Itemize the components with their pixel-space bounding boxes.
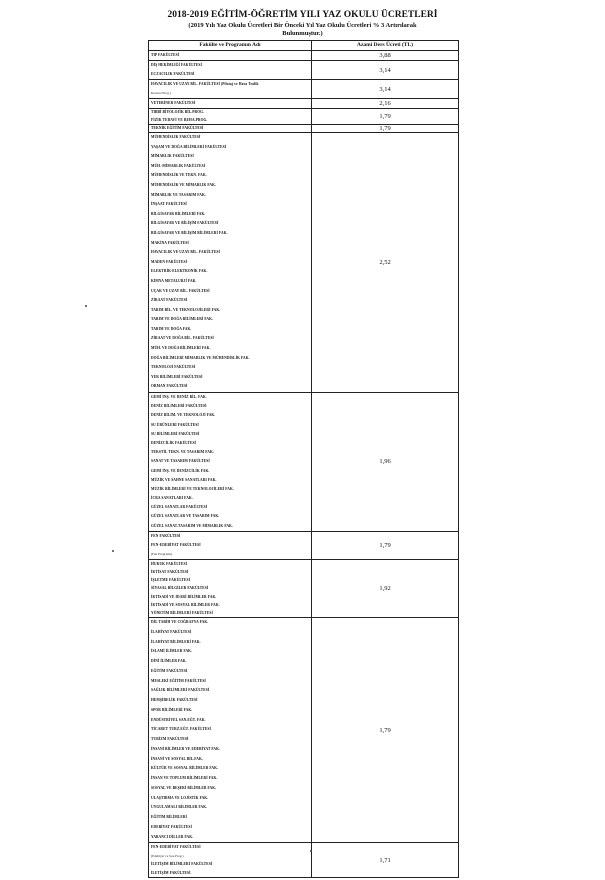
faculty-name: TARIM BİL. VE TEKNOLOJİLERİ FAK. [151,307,221,312]
faculty-name: İNSANİ BİLİMLER VE EDEBİYAT FAK. [151,746,221,751]
faculty-name: MAKİNA FAKÜLTESİ [151,240,189,245]
page-title: 2018-2019 EĞİTİM-ÖĞRETİM YILI YAZ OKULU ÜCRETLERİ [167,10,438,20]
faculty-cell [149,618,312,843]
faculty-name: GEMİ İNŞ. VE DENİZCİLİK FAK. [151,468,210,473]
faculty-name: HEMŞİRELİK FAKÜLTESİ [151,698,198,703]
fee-cell: 1,79 [312,618,459,843]
column-header-faculty: Fakülte ve Programın Adı [149,41,312,51]
faculty-cell [149,109,312,125]
faculty-name: ECZACILIK FAKÜLTESİ [151,72,195,76]
faculty-name: UÇAK VE UZAY BİL. FAKÜLTESİ [151,288,210,293]
faculty-name: GÜZEL SANATLAR FAKÜLTESİ [151,505,208,510]
faculty-name: İKTİSADİ VE SOSYAL BİLİMLER FAK. [151,602,220,607]
fee-cell: 1,79 [312,109,459,125]
fee-cell: 1,79 [312,125,459,133]
faculty-name: YÖNETİM BİLİMLERİ FAKÜLTESİ [151,610,214,615]
faculty-name: İNSANİ VE SOSYAL BİL.FAK. [151,756,203,761]
fee-cell: 2,52 [312,133,459,393]
faculty-name: İSLAMİ İLİMLER FAK. [151,649,193,654]
faculty-name: (Fen Programı) [151,551,172,556]
table-row [149,843,459,878]
table-header-row [149,41,459,51]
faculty-cell [149,99,312,109]
faculty-cell [149,531,312,559]
faculty-name: UYGULAMALI BİLİMLER FAK. [151,805,208,810]
faculty-name: FEN-EDEBİYAT FAKÜLTESİ [151,845,201,850]
subtitle-line-1: (2019 Yılı Yaz Okulu Ücretleri Bir Önceki Yıl Yaz Okulu Ücretleri % 3 Artırılarak [188,22,417,29]
faculty-name: GEMİ İNŞ. VE DENİZ BİL. FAK. [151,395,207,400]
faculty-name: SANAT VE TASARIM FAKÜLTESİ [151,459,210,464]
fee-cell: 1,92 [312,559,459,617]
faculty-name: TIBBİ BİYOLOJİK BİL.PROG. [151,110,205,114]
faculty-cell [149,393,312,532]
column-header-fee: Azami Ders Ücreti (TL) [312,41,459,51]
faculty-name: VETERİNER FAKÜLTESİ [151,101,196,105]
faculty-name: TEKSTİL TEKN. VE TASARIM FAK. [151,450,214,455]
faculty-name: MÜH.-MİMARLIK FAKÜLTESİ [151,163,206,168]
faculty-name: ULAŞTIRMA VE LOJİSTİK FAK. [151,795,209,800]
faculty-name: SİYASAL BİLGİLER FAKÜLTESİ [151,586,209,591]
faculty-name: EĞİTİM BİLİMLERİ [151,815,188,820]
table-row [149,618,459,843]
faculty-name: ENDÜSTRİYEL SAN.EĞT. FAK. [151,717,206,722]
faculty-name: TARIM VE DOĞA FAK. [151,326,192,331]
faculty-name: DOĞA BİLİMLERİ MİMARLIK VE MÜHENDİSLİK FAK. [151,355,250,360]
faculty-name: EDEBİYAT FAKÜLTESİ [151,824,192,829]
faculty-name: GÜZEL SANATLAR VE TASARIM FAK. [151,514,220,519]
faculty-name: HUKUK FAKÜLTESİ [151,561,188,566]
faculty-cell [149,843,312,878]
faculty-name: ZİRAAT VE DOĞA BİL. FAKÜLTESİ [151,336,214,341]
table-row [149,133,459,393]
faculty-cell [149,133,312,393]
faculty-cell [149,125,312,133]
scan-speck [310,850,312,852]
faculty-name: FEN FAKÜLTESİ [151,533,181,538]
faculty-name: TARIM VE DOĞA BİLİMLERİ FAK. [151,317,214,322]
faculty-name: TURİZM FAKÜLTESİ [151,737,189,742]
faculty-name: İKTİSAT FAKÜLTESİ [151,570,189,575]
fee-cell: 2,16 [312,99,459,109]
faculty-name: FEN-EDEBİYAT FAKÜLTESİ [151,542,201,547]
faculty-name: ELEKTRİK-ELEKTRONİK FAK. [151,269,208,274]
faculty-name: MÜHENDİSLİK VE MİMARLIK FAK. [151,182,216,187]
table-row [149,531,459,559]
faculty-name: DİL TARİH VE COĞRAFYA FAK. [151,620,209,625]
faculty-name: GÜZEL SANAT.TASARIM VE MİMARLIK FAK. [151,523,233,528]
table-row [149,125,459,133]
faculty-name: TEKNİK EĞİTİM FAKÜLTESİ [151,126,204,130]
faculty-name: İLAHİYAT BİLİMLERİ FAK. [151,639,201,644]
faculty-name: TİCARET TURZ.EĞT. FAKÜLTESİ [151,727,212,732]
table-row [149,61,459,80]
faculty-name: DENİZCİLİK FAKÜLTESİ [151,440,197,445]
faculty-name: HAVACILIK VE UZAY BİL. FAKÜLTESİ [151,250,220,255]
faculty-name: DENİZ BİLİMLERİ FAKÜLTESİ [151,404,207,409]
faculty-name: MÜZİK BİLİMLERİ VE TEKNOLOJİLERİ FAK. [151,486,234,491]
faculty-name: İLAHİYAT FAKÜLTESİ [151,629,192,634]
faculty-name: İNSAN VE TOPLUM BİLİMLERİ FAK. [151,776,218,781]
faculty-name: DİŞ HEKİMLİĞİ FAKÜLTESİ [151,63,203,67]
faculty-name: MÜHENDİSLİK FAKÜLTESİ [151,135,201,139]
faculty-name: BİLGİSAYAR VE BİLİŞİM BİLİMLERİ FAK. [151,230,228,235]
faculty-name: DİNİ İLİMLER FAK. [151,659,187,664]
faculty-name: FİZİK TEDAVİ VE REHA.PROG. [151,117,208,122]
fee-cell: 3,14 [312,61,459,80]
fee-table [148,40,459,878]
table-row [149,80,459,99]
faculty-name: ORMAN FAKÜLTESİ [151,384,188,389]
faculty-name: YER BİLİMLERİ FAKÜLTESİ [151,374,203,379]
faculty-name: BİLGİSAYAR BİLİMLERİ FAK. [151,211,206,216]
faculty-name: MESLEKİ EĞİTİM FAKÜLTESİ [151,678,206,683]
faculty-name: TIP FAKÜLTESİ [151,53,180,57]
faculty-name: SAĞLIK BİLİMLERİ FAKÜLTESİ [151,688,210,693]
fee-cell: 1,71 [312,843,459,878]
faculty-name: MADEN FAKÜLTESİ [151,259,188,264]
fee-cell: 1,96 [312,393,459,532]
fee-cell: 3,88 [312,51,459,61]
faculty-name: YABANCI DİLLER FAK. [151,834,194,839]
faculty-name: Kontrol Prog.) [151,91,171,95]
faculty-name: İLETİŞİM BİLİMLERİ FAKÜLTESİ [151,862,213,867]
faculty-name: SU BİLİMLERİ FAKÜLTESİ [151,431,200,436]
faculty-name: (Edebiyat ve Sos.Prog.) [151,853,184,858]
faculty-name: SPOR BİLİMLERİ FAK. [151,707,193,712]
faculty-name: MÜHENDİSLİK VE TEKN. FAK. [151,173,207,178]
faculty-name: DENİZ BİLİM. VE TEKNOLOJİ FAK. [151,413,216,418]
table-row [149,109,459,125]
faculty-name: YAŞAM VE DOĞA BİLİMLERİ FAKÜLTESİ [151,144,227,149]
faculty-name: HAVACILIK VE UZAY BİL. FAKÜLTESİ (Pilotaj ve Hava Trafik [151,82,259,86]
faculty-cell [149,51,312,61]
faculty-name: EĞİTİM FAKÜLTESİ [151,668,188,673]
scan-speck [85,305,87,307]
faculty-name: SU ÜRÜNLERİ FAKÜLTESİ [151,422,199,427]
faculty-name: MİMARLIK VE TASARIM FAK. [151,192,206,197]
faculty-cell [149,61,312,80]
scan-speck [112,550,114,552]
faculty-name: İCRA SANATLARI FAK. [151,496,193,501]
faculty-name: İŞLETME FAKÜLTESİ [151,578,191,583]
faculty-name: TEKNOLOJİ FAKÜLTESİ [151,365,196,370]
page-subtitle [0,22,605,38]
faculty-name: İKTİSADİ VE İDARİ BİLİMLER FAK. [151,594,217,599]
table-row [149,559,459,617]
faculty-name: KÜLTÜR VE SOSYAL BİLİMLER FAK. [151,766,219,771]
faculty-name: KİMYA METALURJİ FAK. [151,278,197,283]
faculty-cell [149,559,312,617]
faculty-name: İLETİŞİM FAKÜLTESİ [151,870,191,875]
table-row [149,393,459,532]
faculty-name: ZİRAAT FAKÜLTESİ [151,298,188,303]
subtitle-line-2: Bulunmuştur.) [282,30,323,37]
table-row [149,51,459,61]
faculty-name: MİMARLIK FAKÜLTESİ [151,154,194,159]
faculty-name: SOSYAL VE BEŞERİ BİLİMLER FAK. [151,785,217,790]
table-row [149,99,459,109]
faculty-name: MÜZİK VE SAHNE SANATLARI FAK. [151,477,217,482]
faculty-cell [149,80,312,99]
faculty-name: MÜH. VE DOĞA BİLİMLERİ FAK. [151,346,211,351]
fee-cell: 1,79 [312,531,459,559]
table-body [149,51,459,878]
fee-cell: 3,14 [312,80,459,99]
faculty-name: BİLGİSAYAR VE BİLİŞİM FAKÜLTESİ [151,221,219,226]
faculty-name: İNŞAAT FAKÜLTESİ [151,202,187,207]
